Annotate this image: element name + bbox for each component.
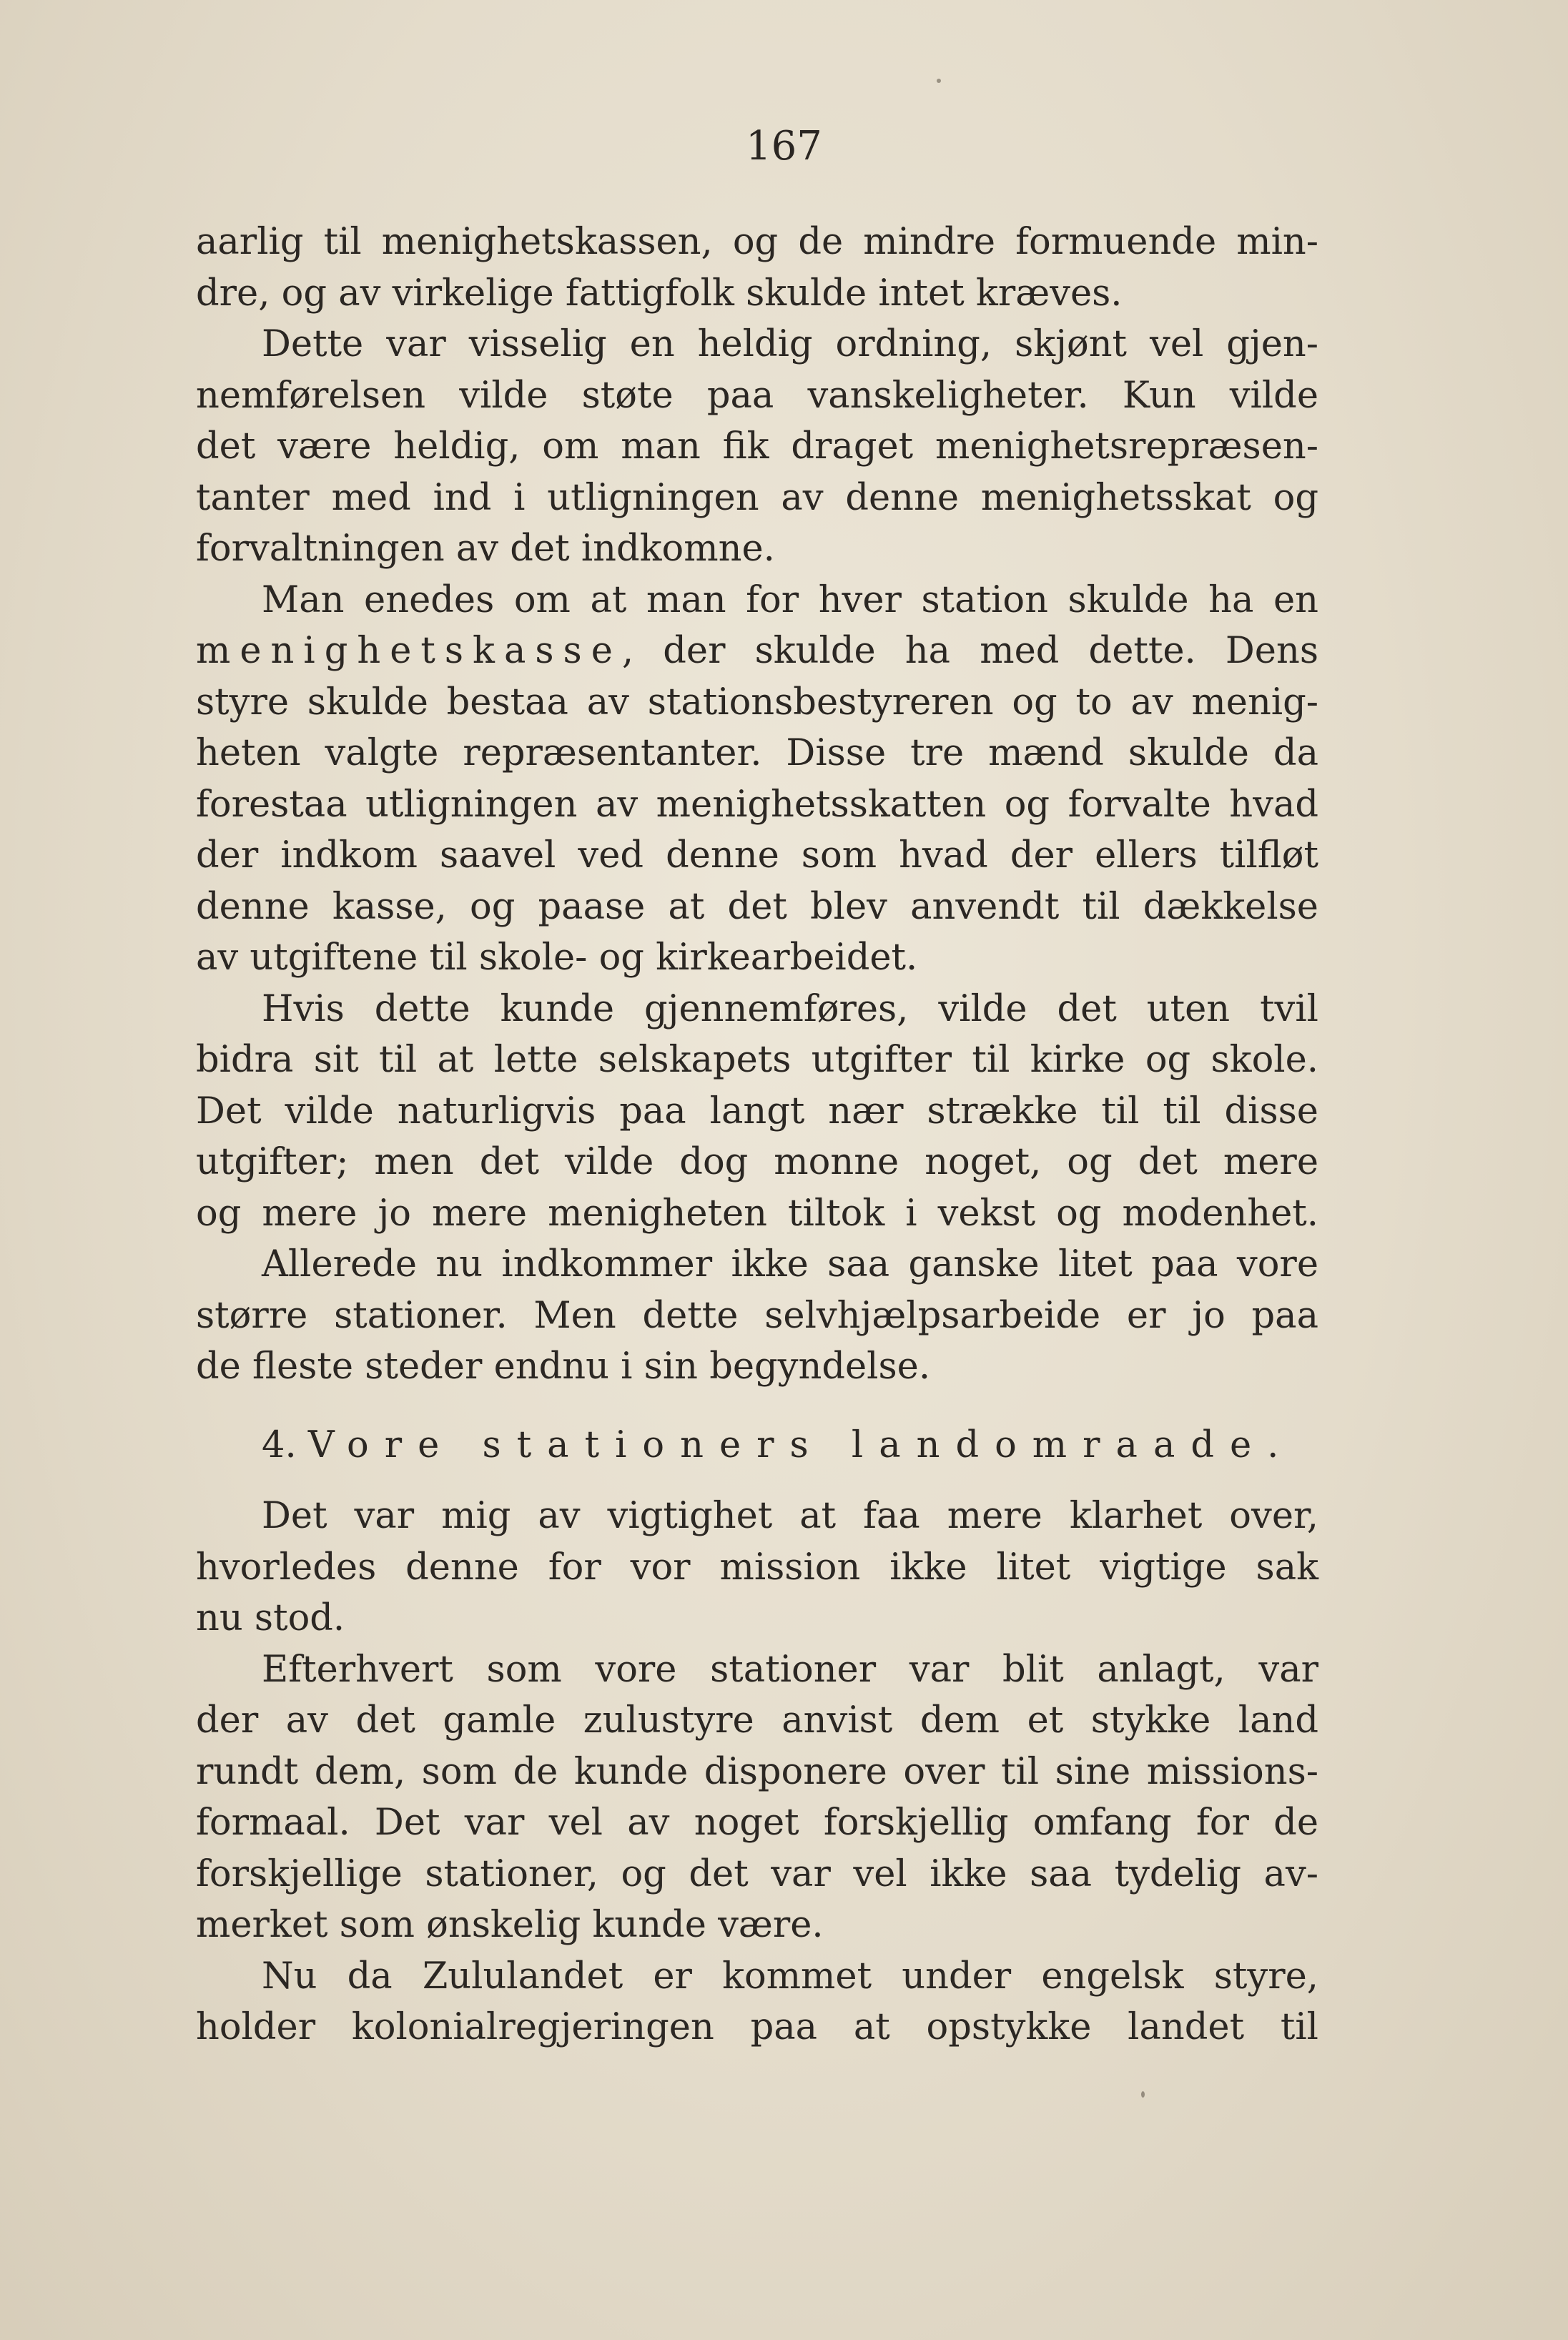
text-line: nu stod. xyxy=(196,1597,345,1639)
text-line: hvorledes denne for vor mission ikke litet vigtige sak xyxy=(196,1546,1318,1589)
text-line: holder kolonialregjeringen paa at opstykke landet til xyxy=(196,2006,1318,2048)
paragraph-first-line: Dette var visselig en heldig ordning, skjønt vel gjen- xyxy=(262,323,1318,365)
text-line-rest: , der skulde ha med dette. Dens xyxy=(621,630,1318,672)
text-line: større stationer. Men dette selvhjælpsarbeide er jo paa xyxy=(196,1294,1318,1337)
text-line: rundt dem, som de kunde disponere over til sine missions- xyxy=(196,1750,1318,1793)
text-line: nemførelsen vilde støte paa vanskeligheter. Kun vilde xyxy=(196,374,1318,417)
text-line: heten valgte repræsentanter. Disse tre mænd skulde da xyxy=(196,732,1318,774)
text-line: formaal. Det var vel av noget forskjellig omfang for de xyxy=(196,1802,1318,1844)
paragraph-first-line: Det var mig av vigtighet at faa mere klarhet over, xyxy=(262,1495,1318,1537)
paper-speck xyxy=(937,79,941,83)
paragraph-first-line: Efterhvert som vore stationer var blit anlagt, var xyxy=(262,1648,1318,1691)
paragraph-first-line: Nu da Zululandet er kommet under engelsk styre, xyxy=(262,1955,1318,1998)
section-number: 4. xyxy=(262,1423,297,1466)
text-line: der indkom saavel ved denne som hvad der ellers tilfløt xyxy=(196,834,1318,877)
text-line: merket som ønskelig kunde være. xyxy=(196,1904,824,1946)
emphasized-term: menighetskasse xyxy=(196,630,622,672)
text-line: styre skulde bestaa av stationsbestyreren og to av menig- xyxy=(196,681,1318,724)
text-line: aarlig til menighetskassen, og de mindre formuende min- xyxy=(196,221,1318,263)
section-heading xyxy=(196,1420,1318,1471)
text-line: det være heldig, om man fik draget menighetsrepræsen- xyxy=(196,425,1318,468)
text-line: dre, og av virkelige fattigfolk skulde intet kræves. xyxy=(196,272,1123,315)
text-line: forestaa utligningen av menighetsskatten og forvalte hvad xyxy=(196,783,1318,826)
text-line xyxy=(196,626,1318,677)
text-line: og mere jo mere menigheten tiltok i vekst og modenhet. xyxy=(196,1192,1318,1235)
text-line: forskjellige stationer, og det var vel ikke saa tydelig av- xyxy=(196,1852,1318,1895)
text-line: denne kasse, og paase at det blev anvendt til dækkelse xyxy=(196,885,1318,928)
text-line: der av det gamle zulustyre anvist dem et stykke land xyxy=(196,1699,1318,1742)
body-text xyxy=(196,217,1318,2053)
text-line: tanter med ind i utligningen av denne menighetsskat og xyxy=(196,476,1318,519)
paragraph-first-line: Hvis dette kunde gjennemføres, vilde det uten tvil xyxy=(262,987,1318,1030)
text-line: utgifter; men det vilde dog monne noget, og det mere xyxy=(196,1141,1318,1183)
paper-speck xyxy=(1141,2091,1145,2098)
text-line: Det vilde naturligvis paa langt nær strække til til disse xyxy=(196,1090,1318,1132)
section-title: Vore stationers landomraade. xyxy=(307,1423,1295,1466)
paragraph-first-line: Allerede nu indkommer ikke saa ganske litet paa vore xyxy=(262,1243,1318,1285)
text-line: bidra sit til at lette selskapets utgifter til kirke og skole. xyxy=(196,1039,1318,1081)
paragraph-first-line: Man enedes om at man for hver station skulde ha en xyxy=(262,578,1318,621)
text-line: av utgiftene til skole- og kirkearbeidet. xyxy=(196,937,918,979)
text-line: de fleste steder endnu i sin begyndelse. xyxy=(196,1346,931,1388)
text-line: forvaltningen av det indkomne. xyxy=(196,528,775,570)
page-number: 167 xyxy=(746,123,822,169)
